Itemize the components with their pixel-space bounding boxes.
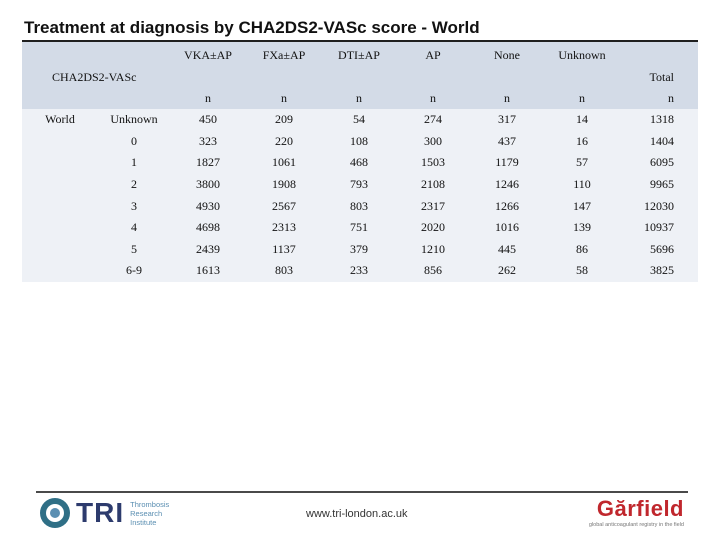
table-cell: 220 <box>246 131 322 153</box>
table-cell: 4930 <box>170 195 246 217</box>
table-cell: 54 <box>322 109 396 131</box>
total-cell: 10937 <box>620 217 698 239</box>
table-cell: 1266 <box>470 195 544 217</box>
total-cell: 6095 <box>620 152 698 174</box>
table-cell: 2108 <box>396 174 470 196</box>
table-row <box>22 131 698 153</box>
tri-subtitle-line: Research <box>130 508 163 518</box>
table-cell: 450 <box>170 109 246 131</box>
table-cell: 2439 <box>170 239 246 261</box>
table-cell: 14 <box>544 109 620 131</box>
score-label: Unknown <box>98 109 170 131</box>
table-body <box>22 109 698 282</box>
unit-label: n <box>544 87 620 109</box>
table-cell: 379 <box>322 239 396 261</box>
footer <box>36 494 688 534</box>
total-cell: 3825 <box>620 260 698 282</box>
table-row <box>22 152 698 174</box>
total-cell: 12030 <box>620 195 698 217</box>
unit-label: n <box>246 87 322 109</box>
score-label: 5 <box>98 239 170 261</box>
region-label: World <box>22 109 98 131</box>
tri-subtitle-line: Institute <box>130 517 157 527</box>
header-blank <box>170 68 246 87</box>
table-cell: 262 <box>470 260 544 282</box>
table-cell: 1246 <box>470 174 544 196</box>
table-cell: 2020 <box>396 217 470 239</box>
table-cell: 803 <box>246 260 322 282</box>
table-cell: 233 <box>322 260 396 282</box>
table-row <box>22 260 698 282</box>
header-blank <box>98 87 170 109</box>
region-cell-blank <box>22 217 98 239</box>
header-row-score <box>22 68 698 87</box>
table-row <box>22 195 698 217</box>
unit-label: n <box>170 87 246 109</box>
region-cell-blank <box>22 174 98 196</box>
region-cell-blank <box>22 152 98 174</box>
page-title: Treatment at diagnosis by CHA2DS2-VASc score - World <box>24 18 480 37</box>
header-blank <box>620 42 698 68</box>
header-blank <box>396 68 470 87</box>
tri-subtitle-line: Thrombosis <box>130 499 170 509</box>
col-header-treatment: AP <box>396 42 470 68</box>
results-table-container <box>22 42 698 282</box>
table-row <box>22 174 698 196</box>
results-table <box>22 42 698 282</box>
table-cell: 323 <box>170 131 246 153</box>
garfield-logo <box>589 496 684 528</box>
header-row-units <box>22 87 698 109</box>
header-row-treatments <box>22 42 698 68</box>
total-cell: 1318 <box>620 109 698 131</box>
header-blank <box>470 68 544 87</box>
score-label: 0 <box>98 131 170 153</box>
table-cell: 16 <box>544 131 620 153</box>
tri-wordmark: TRI <box>76 497 125 528</box>
table-cell: 274 <box>396 109 470 131</box>
footer-divider <box>36 491 688 493</box>
garfield-tagline: global anticoagulant registry in the field <box>588 522 684 528</box>
table-cell: 1016 <box>470 217 544 239</box>
table-cell: 793 <box>322 174 396 196</box>
table-cell: 803 <box>322 195 396 217</box>
table-cell: 1210 <box>396 239 470 261</box>
garfield-wordmark: Gărfield <box>596 496 684 521</box>
header-blank <box>98 42 170 68</box>
table-cell: 57 <box>544 152 620 174</box>
header-blank <box>322 68 396 87</box>
score-label: 6-9 <box>98 260 170 282</box>
tri-emblem-icon <box>38 496 72 530</box>
score-label: 4 <box>98 217 170 239</box>
table-cell: 300 <box>396 131 470 153</box>
col-header-treatment: DTI±AP <box>322 42 396 68</box>
table-row <box>22 109 698 131</box>
tri-subtitle <box>130 500 169 527</box>
table-cell: 139 <box>544 217 620 239</box>
unit-label: n <box>396 87 470 109</box>
table-cell: 1137 <box>246 239 322 261</box>
table-cell: 445 <box>470 239 544 261</box>
unit-label: n <box>322 87 396 109</box>
table-cell: 209 <box>246 109 322 131</box>
table-cell: 3800 <box>170 174 246 196</box>
header-blank <box>544 68 620 87</box>
region-cell-blank <box>22 195 98 217</box>
region-cell-blank <box>22 260 98 282</box>
table-cell: 468 <box>322 152 396 174</box>
col-header-treatment: None <box>470 42 544 68</box>
table-cell: 108 <box>322 131 396 153</box>
website-url: www.tri-london.ac.uk <box>306 508 408 520</box>
table-cell: 147 <box>544 195 620 217</box>
score-label: 3 <box>98 195 170 217</box>
table-cell: 1179 <box>470 152 544 174</box>
table-row <box>22 217 698 239</box>
score-label: 2 <box>98 174 170 196</box>
tri-logo <box>38 496 169 530</box>
total-cell: 1404 <box>620 131 698 153</box>
table-cell: 1908 <box>246 174 322 196</box>
table-cell: 317 <box>470 109 544 131</box>
table-cell: 751 <box>322 217 396 239</box>
table-row <box>22 239 698 261</box>
unit-label: n <box>620 87 698 109</box>
table-cell: 1503 <box>396 152 470 174</box>
col-header-treatment: FXa±AP <box>246 42 322 68</box>
col-header-treatment: Unknown <box>544 42 620 68</box>
region-cell-blank <box>22 131 98 153</box>
table-cell: 1613 <box>170 260 246 282</box>
unit-label: n <box>470 87 544 109</box>
header-blank <box>246 68 322 87</box>
table-cell: 1827 <box>170 152 246 174</box>
total-cell: 5696 <box>620 239 698 261</box>
table-cell: 2317 <box>396 195 470 217</box>
table-cell: 437 <box>470 131 544 153</box>
table-cell: 1061 <box>246 152 322 174</box>
header-blank <box>22 42 98 68</box>
row-header-score-label: CHA2DS2-VASc <box>22 68 170 87</box>
total-cell: 9965 <box>620 174 698 196</box>
score-label: 1 <box>98 152 170 174</box>
table-cell: 2567 <box>246 195 322 217</box>
table-cell: 110 <box>544 174 620 196</box>
table-cell: 4698 <box>170 217 246 239</box>
region-cell-blank <box>22 239 98 261</box>
table-cell: 2313 <box>246 217 322 239</box>
header-blank <box>22 87 98 109</box>
col-header-treatment: VKA±AP <box>170 42 246 68</box>
col-header-total: Total <box>620 68 698 87</box>
table-cell: 856 <box>396 260 470 282</box>
table-cell: 86 <box>544 239 620 261</box>
table-cell: 58 <box>544 260 620 282</box>
